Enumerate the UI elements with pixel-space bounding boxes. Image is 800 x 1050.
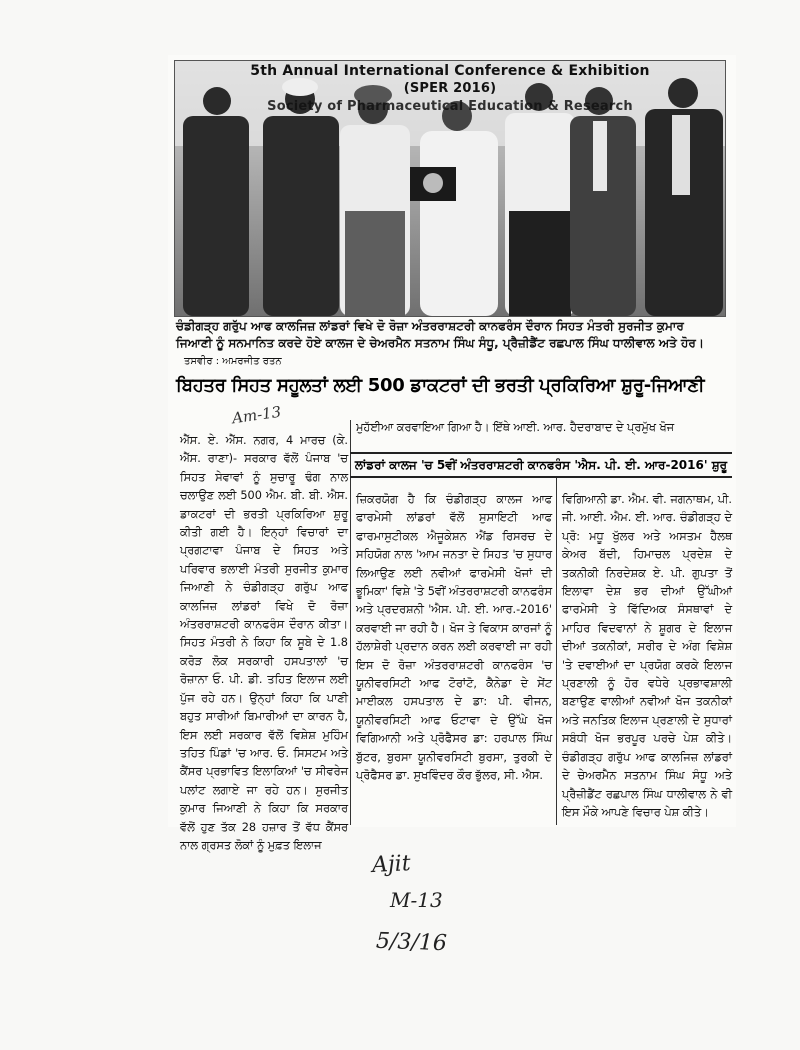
article-column-3: ਵਿਗਿਆਨੀ ਡਾ. ਐਮ. ਵੀ. ਜਗਨਾਥਮ, ਪੀ. ਜੀ. ਆਈ. ਐਮ. ਈ. ਆਰ. ਚੰਡੀਗੜ੍ਹ ਦੇ ਪ੍ਰੋ: ਮਧੂ ਖੁੱਲਰ ਅਤੇ ਅਸਤਮ ਹੈਲਥ ਕੇਅਰ ਬੱਦੀ, ਹਿਮਾਚਲ ਪ੍ਰਦੇਸ਼ ਦੇ ਤਕਨੀਕੀ ਨਿਰਦੇਸ਼ਕ ਏ. ਪੀ. ਗੁਪਤਾ ਤੋਂ ਇਲਾਵਾ ਦੇਸ਼ ਭਰ ਦੀਆਂ ਉੱਘੀਆਂ ਫਾਰਮੇਸੀ ਤੇ ਵਿੱਦਿਅਕ ਸੰਸਥਾਵਾਂ ਦੇ ਮਾਹਿਰ ਵਿਦਵਾਨਾਂ ਨੇ ਸ਼ੂਗਰ ਦੇ ਇਲਾਜ ਦੀਆਂ ਤਕਨੀਕਾਂ, ਸਰੀਰ ਦੇ ਅੰਗ ਵਿਸ਼ੇਸ਼ 'ਤੇ ਦਵਾਈਆਂ ਦਾ ਪ੍ਰਯੋਗ ਕਰਕੇ ਇਲਾਜ ਪ੍ਰਣਾਲੀ ਨੂੰ ਹੋਰ ਵਧੇਰੇ ਪ੍ਰਭਾਵਸ਼ਾਲੀ ਬਣਾਉਣ ਵਾਲੀਆਂ ਨਵੀਆਂ ਖੋਜ ਤਕਨੀਕਾਂ ਅਤੇ ਜਨਤਿਕ ਇਲਾਜ ਪ੍ਰਣਾਲੀ ਦੇ ਸੁਧਾਰਾਂ ਸਬੰਧੀ ਖੋਜ ਭਰਪੂਰ ਪਰਚੇ ਪੇਸ਼ ਕੀਤੇ। ਚੰਡੀਗੜ੍ਹ ਗਰੁੱਪ ਆਫ ਕਾਲਜਿਜ਼ ਲਾਂਡਰਾਂ ਦੇ ਚੇਅਰਮੈਨ ਸਤਨਾਮ ਸਿੰਘ ਸੰਧੂ ਅਤੇ ਪ੍ਰੈਜ਼ੀਡੈਂਟ ਰਛਪਾਲ ਸਿੰਘ ਧਾਲੀਵਾਲ ਨੇ ਵੀ ਇਸ ਮੌਕੇ ਆਪਣੇ ਵਿਚਾਰ ਪੇਸ਼ ਕੀਤੇ। [562, 493, 732, 819]
handwritten-paper-name: Ajit [371, 851, 412, 878]
article-column-1: ਐੱਸ. ਏ. ਐੱਸ. ਨਗਰ, 4 ਮਾਰਚ (ਕੇ. ਐੱਸ. ਰਾਣਾ)- ਸਰਕਾਰ ਵੱਲੋਂ ਪੰਜਾਬ 'ਚ ਸਿਹਤ ਸੇਵਾਵਾਂ ਨੂੰ ਸੁਚਾਰੂ ਢੰਗ ਨਾਲ ਚਲਾਉਣ ਲਈ 500 ਐਮ. ਬੀ. ਬੀ. ਐਸ. ਡਾਕਟਰਾਂ ਦੀ ਭਰਤੀ ਪ੍ਰਕਿਰਿਆ ਸ਼ੁਰੂ ਕੀਤੀ ਗਈ ਹੈ। ਇਨ੍ਹਾਂ ਵਿਚਾਰਾਂ ਦਾ ਪ੍ਰਗਟਾਵਾ ਪੰਜਾਬ ਦੇ ਸਿਹਤ ਅਤੇ ਪਰਿਵਾਰ ਭਲਾਈ ਮੰਤਰੀ ਸੁਰਜੀਤ ਕੁਮਾਰ ਜਿਆਣੀ ਨੇ ਚੰਡੀਗੜ੍ਹ ਗਰੁੱਪ ਆਫ ਕਾਲਜਿਜ਼ ਲਾਂਡਰਾਂ ਵਿਖੇ ਦੋ ਰੋਜ਼ਾ ਅੰਤਰਰਾਸ਼ਟਰੀ ਕਾਨਫਰੰਸ ਦੌਰਾਨ ਕੀਤਾ। ਸਿਹਤ ਮੰਤਰੀ ਨੇ ਕਿਹਾ ਕਿ ਸੂਬੇ ਦੇ 1.8 ਕਰੋੜ ਲੋਕ ਸਰਕਾਰੀ ਹਸਪਤਾਲਾਂ 'ਚ ਰੋਜ਼ਾਨਾ ਓ. ਪੀ. ਡੀ. ਤਹਿਤ ਇਲਾਜ ਲਈ ਪੁੱਜ ਰਹੇ ਹਨ। ਉਨ੍ਹਾਂ ਕਿਹਾ ਕਿ ਪਾਣੀ ਬਹੁਤ ਸਾਰੀਆਂ ਬਿਮਾਰੀਆਂ ਦਾ ਕਾਰਨ ਹੈ, ਇਸ ਲਈ ਸਰਕਾਰ ਵੱਲੋਂ ਵਿਸ਼ੇਸ਼ ਮੁਹਿੰਮ ਤਹਿਤ ਪਿੰਡਾਂ 'ਚ ਆਰ. ਓ. ਸਿਸਟਮ ਅਤੇ ਕੈਂਸਰ ਪ੍ਰਭਾਵਿਤ ਇਲਾਕਿਆਂ 'ਚ ਸੀਵਰੇਜ ਪਲਾਂਟ ਲਗਾਏ ਜਾ ਰਹੇ ਹਨ। ਸੁਰਜੀਤ ਕੁਮਾਰ ਜਿਆਣੀ ਨੇ ਕਿਹਾ ਕਿ ਸਰਕਾਰ ਵੱਲੋਂ ਹੁਣ ਤੱਕ 28 ਹਜ਼ਾਰ ਤੋਂ ਵੱਧ ਕੈਂਸਰ ਨਾਲ ਗ੍ਰਸਤ ਲੋਕਾਂ ਨੂੰ ਮੁਫ਼ਤ ਇਲਾਜ [180, 434, 348, 852]
headline: ਬਿਹਤਰ ਸਿਹਤ ਸਹੂਲਤਾਂ ਲਈ 500 ਡਾਕਟਰਾਂ ਦੀ ਭਰਤੀ ਪ੍ਰਕਿਰਿਆ ਸ਼ੁਰੂ-ਜਿਆਣੀ [176, 375, 705, 396]
column-divider [350, 420, 351, 825]
handwritten-margin-note: Am-13 [230, 402, 283, 428]
handwritten-code: M-13 [390, 888, 443, 912]
caption-text: ਚੰਡੀਗੜ੍ਹ ਗਰੁੱਪ ਆਫ ਕਾਲਜਿਜ਼ ਲਾਂਡਰਾਂ ਵਿਖੇ ਦੋ ਰੋਜ਼ਾ ਅੰਤਰਰਾਸ਼ਟਰੀ ਕਾਨਫਰੰਸ ਦੌਰਾਨ ਸਿਹਤ ਮੰਤਰੀ ਸੁਰਜੀਤ ਕੁਮਾਰ ਜਿਆਣੀ ਨੂੰ ਸਨਮਾਨਿਤ ਕਰਦੇ ਹੋਏ ਕਾਲਜ ਦੇ ਚੇਅਰਮੈਨ ਸਤਨਾਮ ਸਿੰਘ ਸੰਧੂ, ਪ੍ਰੈਜ਼ੀਡੈਂਟ ਰਛਪਾਲ ਸਿੰਘ ਧਾਲੀਵਾਲ ਅਤੇ ਹੋਰ। [176, 319, 704, 350]
news-photo [174, 60, 726, 317]
column-divider [556, 476, 557, 825]
banner-line-1: 5th Annual International Conference & Exhibition [250, 63, 650, 79]
handwritten-date: 5/3/16 [375, 928, 448, 957]
article-column-2: ਜ਼ਿਕਰਯੋਗ ਹੈ ਕਿ ਚੰਡੀਗੜ੍ਹ ਕਾਲਜ ਆਫ ਫਾਰਮੇਸੀ ਲਾਂਡਰਾਂ ਵੱਲੋਂ ਸੁਸਾਇਟੀ ਆਫ ਫਾਰਮਾਸੁਟੀਕਲ ਐਜੂਕੇਸ਼ਨ ਐਂਡ ਰਿਸਰਚ ਦੇ ਸਹਿਯੋਗ ਨਾਲ 'ਆਮ ਜਨਤਾ ਦੇ ਸਿਹਤ 'ਚ ਸੁਧਾਰ ਲਿਆਉਣ ਲਈ ਨਵੀਆਂ ਫਾਰਮੇਸੀ ਖੋਜਾਂ ਦੀ ਭੂਮਿਕਾ' ਵਿਸ਼ੇ 'ਤੇ 5ਵੀਂ ਅੰਤਰਰਾਸ਼ਟਰੀ ਕਾਨਫਰੰਸ ਅਤੇ ਪ੍ਰਦਰਸ਼ਨੀ 'ਐਸ. ਪੀ. ਈ. ਆਰ.-2016' ਕਰਵਾਈ ਜਾ ਰਹੀ ਹੈ। ਖੋਜ ਤੇ ਵਿਕਾਸ ਕਾਰਜਾਂ ਨੂੰ ਹੱਲਾਸ਼ੇਰੀ ਪ੍ਰਦਾਨ ਕਰਨ ਲਈ ਕਰਵਾਈ ਜਾ ਰਹੀ ਇਸ ਦੋ ਰੋਜ਼ਾ ਅੰਤਰਰਾਸ਼ਟਰੀ ਕਾਨਫਰੰਸ 'ਚ ਯੂਨੀਵਰਸਿਟੀ ਆਫ ਟੋਰਾਂਟੋ, ਕੈਨੇਡਾ ਦੇ ਸੇਂਟ ਮਾਈਕਲ ਹਸਪਤਾਲ ਦੇ ਡਾ: ਪੀ. ਵੀਜਨ, ਯੂਨੀਵਰਸਿਟੀ ਆਫ ਓਟਾਵਾ ਦੇ ਉੱਘੇ ਖੋਜ ਵਿਗਿਆਨੀ ਅਤੇ ਪ੍ਰੋਫੈਸਰ ਡਾ: ਹਰਪਾਲ ਸਿੰਘ ਬੁੱਟਰ, ਬੁਰਸਾ ਯੂਨੀਵਰਸਿਟੀ ਬੁਰਸਾ, ਤੁਰਕੀ ਦੇ ਪ੍ਰੋਫੈਸਰ ਡਾ. ਸੁਖਵਿੰਦਰ ਕੌਰ ਭੁੱਲਰ, ਸੀ. ਐਸ. [356, 493, 552, 783]
continuation-line: ਮੁਹੱਈਆ ਕਰਵਾਇਆ ਗਿਆ ਹੈ। ਇੱਥੇ ਆਈ. ਆਰ. ਹੈਦਰਾਬਾਦ ਦੇ ਪ੍ਰਮੁੱਖ ਖੋਜ [356, 421, 675, 434]
banner-line-3: Society of Pharmaceutical Education & Research [267, 99, 633, 114]
banner-line-2: (SPER 2016) [403, 81, 497, 96]
photo-caption [176, 318, 724, 370]
photo-credit: ਤਸਵੀਰ : ਅਮਰਜੀਤ ਰਤਨ [184, 356, 282, 367]
subheadline: ਲਾਂਡਰਾਂ ਕਾਲਜ 'ਚ 5ਵੀਂ ਅੰਤਰਰਾਸ਼ਟਰੀ ਕਾਨਫਰੰਸ 'ਐਸ. ਪੀ. ਈ. ਆਰ-2016' ਸ਼ੁਰੂ [350, 452, 732, 478]
